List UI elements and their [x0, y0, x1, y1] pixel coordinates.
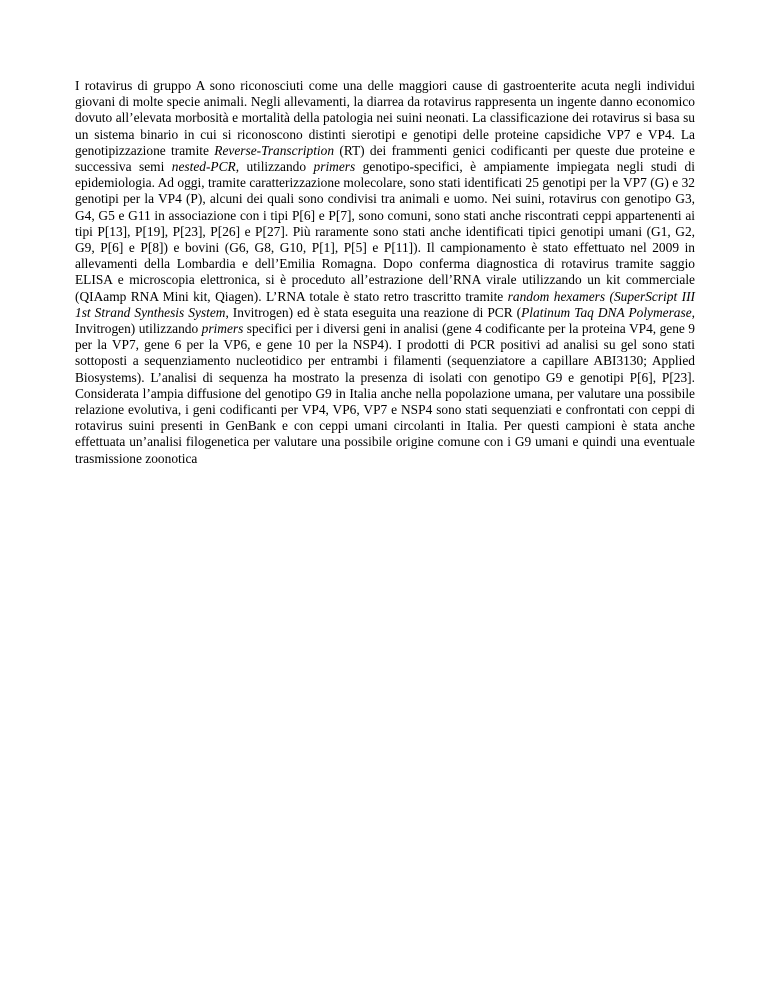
italic-term: nested-PCR [171, 159, 236, 175]
italic-term: random hexamers (SuperScript III 1st Strand Synthesis System [75, 288, 695, 320]
italic-term: primers [313, 159, 356, 175]
text-segment: genotipo-specifici, è ampiamente impiegata negli studi di epidemiologia. Ad oggi, tramite caratterizzazione molecolare, sono stati identificati 25 genotipi per la VP7 (G) e 32 genotipi per la VP4 (P), alcuni dei quali sono condivisi tra animali e uomo. Nei suini, rotavirus con genotipo G3, G4, G5 e G11 in associazione con i tipi P[6] e P[7], sono comuni, sono stati anche riscontrati ceppi appartenenti ai tipi P[13], P[19], P[23], P[26] e P[27]. Più raramente sono stati anche identificati tipici genotipi umani (G1, G2, G9, P[6] e P[8]) e bovini (G6, G8, G10, P[1], P[5] e P[11]). Il campionamento è stato effettuato nel 2009 in allevamenti della Lombardia e dell’Emilia Romagna. Dopo conferma diagnostica di rotavirus tramite saggio ELISA e microscopia elettronica, si è proceduto all’estrazione dell’RNA virale utilizzando un kit commerciale (QIAamp RNA Mini kit, Qiagen). L’RNA totale è stato retro trascritto tramite [75, 159, 695, 304]
text-segment: , Invitrogen) ed è stata eseguita una reazione di PCR ( [225, 304, 522, 320]
text-segment: specifici per i diversi geni in analisi (gene 4 codificante per la proteina VP4, gene 9 per la VP7, gene 6 per la VP6, e gene 10 per la NSP4). I prodotti di PCR positivi ad analisi su gel sono stati sottoposti a sequenziamento nucleotidico per entrambi i filamenti (sequenziatore a capillare ABI3130; Applied Biosystems). L’analisi di sequenza ha mostrato la presenza di isolati con genotipo G9 e genotipi P[6], P[23]. Considerata l’ampia diffusione del genotipo G9 in Italia anche nella popolazione umana, per valutare una possibile relazione evolutiva, i geni codificanti per VP4, VP6, VP7 e NSP4 sono stati sequenziati e confrontati con ceppi di rotavirus suini presenti in GenBank e con ceppi umani circolanti in Italia. Per questi campioni è stata anche effettuata un’analisi filogenetica per valutare una possibile origine comune con i G9 umani e quindi una eventuale trasmissione zoonotica [75, 321, 695, 466]
italic-term: Reverse-Transcription [214, 142, 335, 158]
text-segment: , utilizzando [235, 159, 314, 175]
text-segment: (RT) dei frammenti genici codificanti per queste due proteine e successiva semi [75, 142, 695, 175]
text-segment: I rotavirus di gruppo A sono riconosciuti come una delle maggiori cause di gastroenterite acuta negli individui giovani di molte specie animali. Negli allevamenti, la diarrea da rotavirus rappresenta un ingente danno economico dovuto all’elevata morbosità e mortalità della patologia nei suini neonati. La classificazione dei rotavirus si basa su un sistema binario in cui si riconoscono distinti sierotipi e genotipi delle proteine capsidiche VP7 e VP4. La genotipizzazione tramite [75, 78, 695, 158]
abstract-paragraph [75, 78, 695, 467]
italic-term: Platinum Taq DNA Polymerase [521, 304, 692, 320]
document-page [75, 78, 695, 467]
italic-term: primers [201, 321, 244, 337]
text-segment: , Invitrogen) utilizzando [75, 304, 696, 337]
